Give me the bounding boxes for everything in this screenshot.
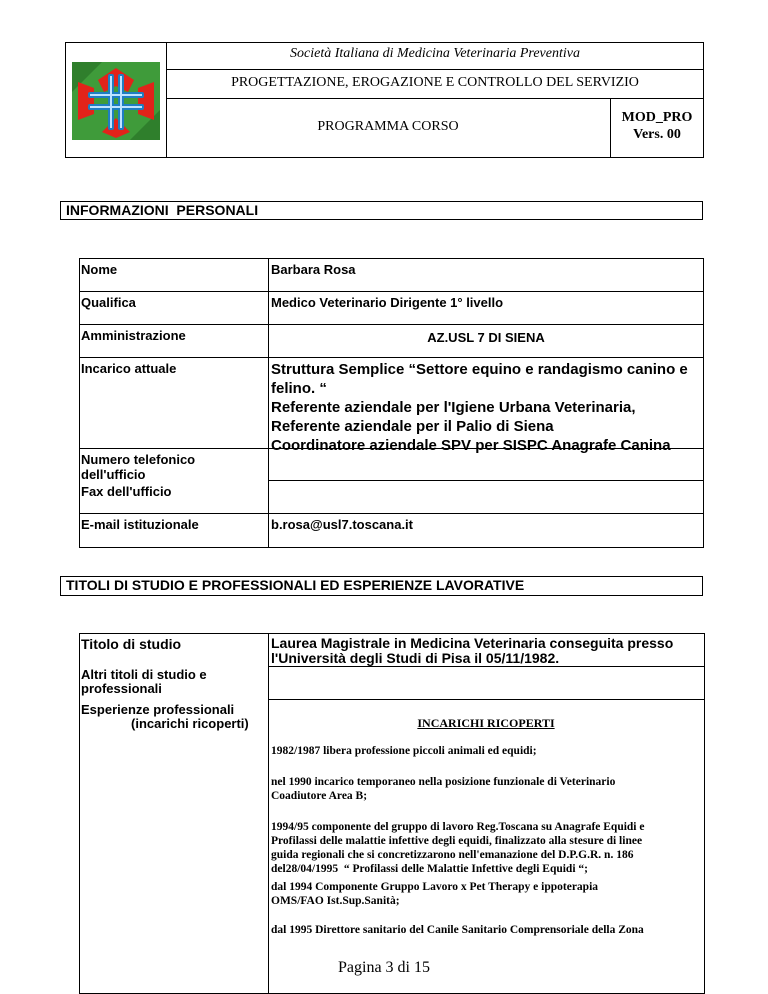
personal-col-divider [268,258,269,548]
label-telefono: Numero telefonico [81,452,196,467]
label-amministrazione: Amministrazione [81,328,186,343]
experience-line: 1994/95 componente del gruppo di lavoro Reg.Toscana su Anagrafe Equidi e [271,821,645,833]
value-incarico-line: Struttura Semplice “Settore equino e randagismo canino e [271,361,688,378]
label-titolo-studio: Titolo di studio [81,636,182,652]
label-nome: Nome [81,262,118,277]
personal-row-line [268,480,704,481]
document-title: PROGRAMMA CORSO [317,119,459,134]
label-fax: Fax dell'ufficio [81,484,172,499]
label-email: E-mail istituzionale [81,517,199,532]
studies-right-border [704,633,705,994]
value-nome: Barbara Rosa [271,262,356,277]
personal-row-line [79,291,704,292]
personal-row-line [79,513,704,514]
module-version: Vers. 00 [633,127,681,142]
module-code: MOD_PRO [621,110,693,125]
label-altri-titoli-line2: professionali [81,681,162,696]
value-titolo-line: l'Università degli Studi di Pisa il 05/11/1982. [271,650,560,666]
personal-row-line [79,357,704,358]
label-altri-titoli: Altri titoli di studio e [81,667,207,682]
personal-row-line [79,324,704,325]
experience-line: nel 1990 incarico temporaneo nella posizione funzionale di Veterinario [271,776,616,788]
value-amministrazione: AZ.USL 7 DI SIENA [427,330,545,345]
label-esperienze: Esperienze professionali [81,702,235,717]
page-number: Pagina 3 di 15 [338,959,430,976]
label-incarico-attuale: Incarico attuale [81,361,177,376]
header-divider-row2 [166,98,704,99]
value-incarico-line: Coordinatore aziendale SPV per SISPC Anagrafe Canina [271,437,671,454]
society-name: Società Italiana di Medicina Veterinaria Preventiva [290,46,580,61]
label-esperienze-line2: (incarichi ricoperti) [131,716,249,731]
studies-col-divider [268,633,269,994]
value-incarico-line: felino. “ [271,380,327,397]
value-titolo-line: Laurea Magistrale in Medicina Veterinaria conseguita presso [271,635,674,651]
label-qualifica: Qualifica [81,295,136,310]
experience-line: dal 1995 Direttore sanitario del Canile Sanitario Comprensoriale della Zona [271,924,644,936]
experience-line: dal 1994 Componente Gruppo Lavoro x Pet Therapy e ippoterapia [271,881,599,893]
value-incarico-line: Referente aziendale per il Palio di Siena [271,418,554,435]
value-incarico-line: Referente aziendale per l'Igiene Urbana Veterinaria, [271,399,636,416]
experience-line: del28/04/1995 “ Profilassi delle Malattie Infettive degli Equidi “; [271,863,588,875]
incarichi-heading: INCARICHI RICOPERTI [417,716,555,730]
studies-row-line [268,699,704,700]
society-logo [72,62,160,140]
studies-heading: TITOLI DI STUDIO E PROFESSIONALI ED ESPERIENZE LAVORATIVE [66,577,525,593]
studies-top-border [79,633,704,634]
studies-left-border [79,633,80,994]
experience-line: OMS/FAO Ist.Sup.Sanità; [271,895,400,907]
studies-row-line [268,666,704,667]
label-telefono-line2: dell'ufficio [81,467,146,482]
header-divider-row1 [166,69,704,70]
value-qualifica: Medico Veterinario Dirigente 1° livello [271,295,504,310]
value-email: b.rosa@usl7.toscana.it [271,517,413,532]
personal-heading: INFORMAZIONI PERSONALI [66,202,259,218]
experience-line: 1982/1987 libera professione piccoli animali ed equidi; [271,745,537,757]
experience-line: Profilassi delle malattie infettive degli equidi, finalizzato alla stesure di linee [271,835,643,847]
experience-line: Coadiutore Area B; [271,790,368,802]
experience-line: guida regionali che si concretizzarono nell'emanazione del D.P.G.R. n. 186 [271,849,634,861]
section-title: PROGETTAZIONE, EROGAZIONE E CONTROLLO DEL SERVIZIO [231,75,639,90]
